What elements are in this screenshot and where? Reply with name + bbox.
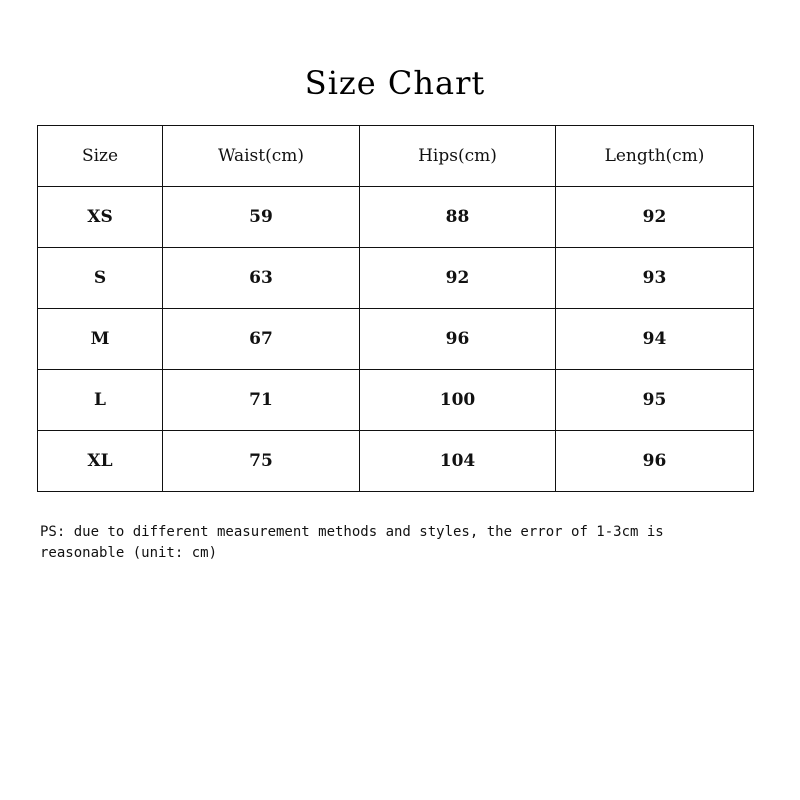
header-length: Length(cm) (556, 126, 754, 187)
cell-size: L (38, 370, 163, 431)
table-row (38, 309, 754, 370)
cell-length: 96 (556, 431, 754, 492)
cell-size: M (38, 309, 163, 370)
cell-size: S (38, 248, 163, 309)
cell-length: 94 (556, 309, 754, 370)
cell-length: 95 (556, 370, 754, 431)
cell-hips: 100 (360, 370, 556, 431)
cell-size: XS (38, 187, 163, 248)
cell-hips: 104 (360, 431, 556, 492)
cell-waist: 63 (163, 248, 360, 309)
cell-size: XL (38, 431, 163, 492)
cell-hips: 92 (360, 248, 556, 309)
cell-length: 93 (556, 248, 754, 309)
cell-waist: 75 (163, 431, 360, 492)
table-row (38, 370, 754, 431)
size-chart-table (37, 125, 754, 492)
page-title: Size Chart (304, 64, 486, 102)
cell-waist: 67 (163, 309, 360, 370)
cell-hips: 96 (360, 309, 556, 370)
measurement-note: PS: due to different measurement methods and styles, the error of 1-3cm is reasonable (unit: cm) (40, 524, 664, 561)
table-row (38, 248, 754, 309)
cell-waist: 71 (163, 370, 360, 431)
table-header-row (38, 126, 754, 187)
cell-waist: 59 (163, 187, 360, 248)
cell-hips: 88 (360, 187, 556, 248)
header-hips: Hips(cm) (360, 126, 556, 187)
table-row (38, 187, 754, 248)
header-waist: Waist(cm) (163, 126, 360, 187)
table-row (38, 431, 754, 492)
header-size: Size (38, 126, 163, 187)
cell-length: 92 (556, 187, 754, 248)
